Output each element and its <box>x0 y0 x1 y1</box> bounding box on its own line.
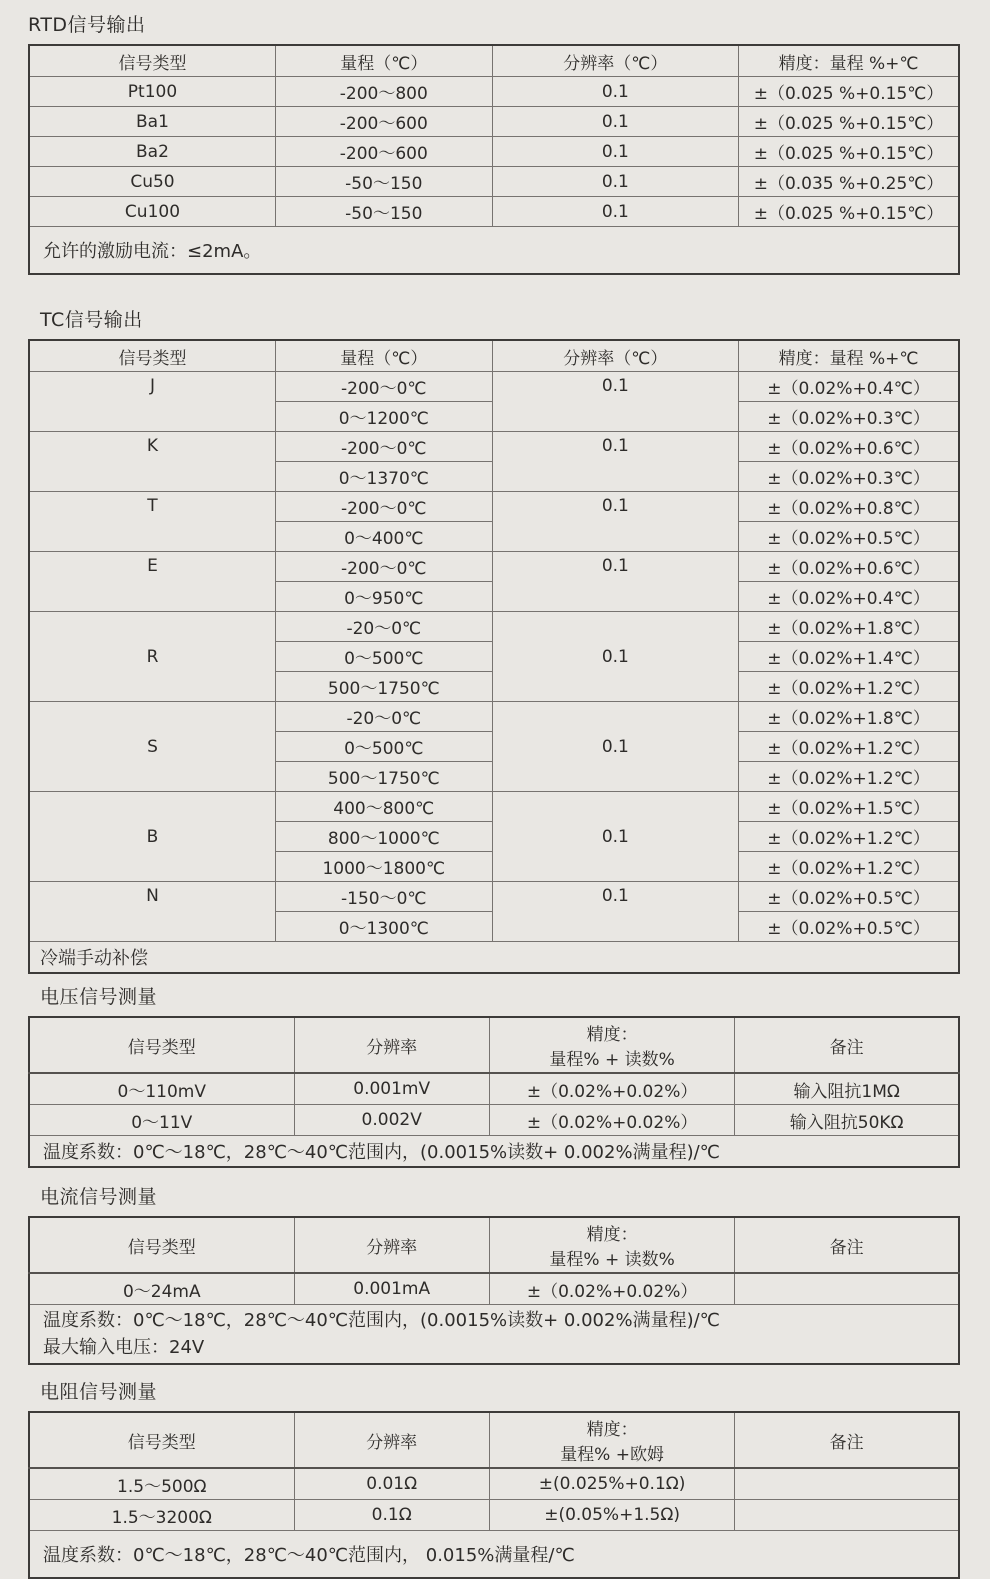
table-row <box>29 1073 959 1105</box>
table-row <box>29 432 959 462</box>
cell-range: -200～0℃ <box>275 492 492 522</box>
cell-accuracy: ±（0.02%+1.2℃） <box>739 822 959 852</box>
voltage-table <box>28 1016 960 1168</box>
header-signal-type: 信号类型 <box>29 1017 294 1073</box>
cell-accuracy: ±(0.025%+0.1Ω) <box>489 1468 735 1500</box>
table-row <box>29 792 959 822</box>
cell-resolution: 0.1 <box>492 197 738 227</box>
cell-signal-type: Ba2 <box>29 137 275 167</box>
tc-table <box>28 339 960 974</box>
cell-accuracy: ±（0.02%+0.6℃） <box>739 552 959 582</box>
tc-section <box>0 305 990 974</box>
header-range: 量程（℃） <box>275 45 492 77</box>
table-row <box>29 702 959 732</box>
cell-accuracy: ±（0.02%+1.4℃） <box>739 642 959 672</box>
cell-signal-type: 0～11V <box>29 1105 294 1136</box>
cell-signal-type: Cu50 <box>29 167 275 197</box>
header-accuracy-line2: 量程% + 读数% <box>549 1050 675 1070</box>
cell-resolution: 0.1 <box>492 792 738 882</box>
cell-range: 1000～1800℃ <box>275 852 492 882</box>
cell-accuracy: ±（0.02%+0.4℃） <box>739 372 959 402</box>
cell-range: 0～400℃ <box>275 522 492 552</box>
cell-range: -150～0℃ <box>275 882 492 912</box>
cell-signal-type: 0～24mA <box>29 1273 294 1305</box>
header-accuracy-line2: 量程% +欧姆 <box>560 1445 664 1465</box>
cell-signal-type: 0～110mV <box>29 1073 294 1105</box>
cell-resolution: 0.001mV <box>294 1073 489 1105</box>
cell-resolution: 0.1 <box>492 702 738 792</box>
header-accuracy <box>489 1017 735 1073</box>
cell-accuracy: ±（0.02%+0.3℃） <box>739 462 959 492</box>
voltage-section <box>0 982 990 1168</box>
resistance-section <box>0 1377 990 1579</box>
table-row <box>29 1273 959 1305</box>
cell-resolution: 0.1 <box>492 432 738 492</box>
cell-note: 输入阻抗50KΩ <box>735 1105 959 1136</box>
table-row <box>29 137 959 167</box>
current-section-title: 电流信号测量 <box>40 1186 158 1208</box>
cell-range: -20～0℃ <box>275 702 492 732</box>
header-accuracy <box>489 1412 735 1468</box>
cell-signal-type: Ba1 <box>29 107 275 137</box>
tc-header-row <box>29 340 959 372</box>
cell-resolution: 0.01Ω <box>294 1468 489 1500</box>
header-accuracy-line1: 精度： <box>586 1225 638 1245</box>
cell-accuracy: ±（0.02%+0.5℃） <box>739 882 959 912</box>
cell-accuracy: ±（0.025 %+0.15℃） <box>739 107 959 137</box>
cell-resolution: 0.1Ω <box>294 1500 489 1531</box>
cell-range: -200～0℃ <box>275 552 492 582</box>
tc-footer-note: 冷端手动补偿 <box>29 942 959 974</box>
cell-accuracy: ±（0.02%+0.8℃） <box>739 492 959 522</box>
cell-signal-type: Pt100 <box>29 77 275 107</box>
cell-signal-type: S <box>29 702 275 792</box>
header-range: 量程（℃） <box>275 340 492 372</box>
cell-resolution: 0.1 <box>492 77 738 107</box>
table-row <box>29 107 959 137</box>
cell-signal-type: J <box>29 372 275 432</box>
header-resolution: 分辨率（℃） <box>492 340 738 372</box>
table-row <box>29 167 959 197</box>
cell-signal-type: N <box>29 882 275 942</box>
header-signal-type: 信号类型 <box>29 340 275 372</box>
cell-range: -50～150 <box>275 167 492 197</box>
cell-resolution: 0.1 <box>492 167 738 197</box>
header-signal-type: 信号类型 <box>29 1412 294 1468</box>
table-row <box>29 197 959 227</box>
voltage-header-row <box>29 1017 959 1073</box>
cell-resolution: 0.002V <box>294 1105 489 1136</box>
header-accuracy-line1: 精度： <box>586 1420 638 1440</box>
table-row <box>29 612 959 642</box>
rtd-section <box>0 10 990 275</box>
cell-range: 500～1750℃ <box>275 762 492 792</box>
header-note: 备注 <box>735 1017 959 1073</box>
cell-note <box>735 1273 959 1305</box>
cell-range: 0～1370℃ <box>275 462 492 492</box>
current-footer-row <box>29 1305 959 1365</box>
rtd-footer-note: 允许的激励电流：≤2mA。 <box>29 227 959 275</box>
cell-signal-type: K <box>29 432 275 492</box>
header-accuracy: 精度：量程 %+℃ <box>739 340 959 372</box>
rtd-footer-row <box>29 227 959 275</box>
header-resolution: 分辨率 <box>294 1412 489 1468</box>
current-header-row <box>29 1217 959 1273</box>
header-signal-type: 信号类型 <box>29 1217 294 1273</box>
table-row <box>29 372 959 402</box>
cell-accuracy: ±（0.02%+1.8℃） <box>739 612 959 642</box>
rtd-section-title: RTD信号输出 <box>28 14 146 36</box>
cell-range: -200～0℃ <box>275 372 492 402</box>
cell-accuracy: ±（0.025 %+0.15℃） <box>739 77 959 107</box>
tc-section-title: TC信号输出 <box>40 309 143 331</box>
header-accuracy-line1: 精度： <box>586 1025 638 1045</box>
cell-resolution: 0.1 <box>492 882 738 942</box>
current-table <box>28 1216 960 1365</box>
cell-accuracy: ±(0.05%+1.5Ω) <box>489 1500 735 1531</box>
cell-range: -200～600 <box>275 137 492 167</box>
current-section <box>0 1182 990 1365</box>
rtd-table <box>28 44 960 275</box>
cell-resolution: 0.1 <box>492 492 738 552</box>
table-row <box>29 882 959 912</box>
voltage-footer-note: 温度系数：0℃～18℃，28℃～40℃范围内，(0.0015%读数+ 0.002%满量程)/℃ <box>29 1136 959 1168</box>
table-row <box>29 77 959 107</box>
header-accuracy: 精度：量程 %+℃ <box>739 45 959 77</box>
cell-note: 输入阻抗1MΩ <box>735 1073 959 1105</box>
cell-signal-type: E <box>29 552 275 612</box>
table-row <box>29 1500 959 1531</box>
cell-resolution: 0.001mA <box>294 1273 489 1305</box>
cell-range: 800～1000℃ <box>275 822 492 852</box>
resistance-header-row <box>29 1412 959 1468</box>
cell-accuracy: ±（0.02%+1.2℃） <box>739 762 959 792</box>
cell-signal-type: B <box>29 792 275 882</box>
cell-accuracy: ±（0.02%+1.2℃） <box>739 732 959 762</box>
cell-range: -200～600 <box>275 107 492 137</box>
cell-range: -200～0℃ <box>275 432 492 462</box>
header-accuracy <box>489 1217 735 1273</box>
table-row <box>29 1105 959 1136</box>
current-footer-note <box>29 1305 959 1365</box>
resistance-section-title: 电阻信号测量 <box>40 1381 158 1403</box>
cell-accuracy: ±（0.02%+0.02%） <box>489 1105 735 1136</box>
cell-accuracy: ±（0.035 %+0.25℃） <box>739 167 959 197</box>
cell-signal-type: T <box>29 492 275 552</box>
header-resolution: 分辨率（℃） <box>492 45 738 77</box>
cell-range: 0～1200℃ <box>275 402 492 432</box>
cell-resolution: 0.1 <box>492 107 738 137</box>
cell-resolution: 0.1 <box>492 612 738 702</box>
cell-accuracy: ±（0.02%+1.5℃） <box>739 792 959 822</box>
cell-signal-type: 1.5～500Ω <box>29 1468 294 1500</box>
cell-resolution: 0.1 <box>492 137 738 167</box>
tc-footer-row <box>29 942 959 974</box>
current-footer-line1: 温度系数：0℃～18℃，28℃～40℃范围内，(0.0015%读数+ 0.002%满量程)/℃ <box>43 1310 720 1331</box>
cell-range: -20～0℃ <box>275 612 492 642</box>
cell-range: -200～800 <box>275 77 492 107</box>
resistance-footer-row <box>29 1531 959 1579</box>
cell-accuracy: ±（0.02%+0.6℃） <box>739 432 959 462</box>
cell-accuracy: ±（0.02%+1.2℃） <box>739 672 959 702</box>
resistance-footer-note: 温度系数：0℃～18℃，28℃～40℃范围内， 0.015%满量程/℃ <box>29 1531 959 1579</box>
cell-accuracy: ±（0.025 %+0.15℃） <box>739 137 959 167</box>
cell-signal-type: Cu100 <box>29 197 275 227</box>
cell-accuracy: ±（0.02%+0.5℃） <box>739 522 959 552</box>
cell-range: 400～800℃ <box>275 792 492 822</box>
cell-range: 0～1300℃ <box>275 912 492 942</box>
header-resolution: 分辨率 <box>294 1217 489 1273</box>
cell-note <box>735 1468 959 1500</box>
cell-range: 0～950℃ <box>275 582 492 612</box>
table-row <box>29 492 959 522</box>
cell-note <box>735 1500 959 1531</box>
resistance-table <box>28 1411 960 1579</box>
header-note: 备注 <box>735 1217 959 1273</box>
cell-resolution: 0.1 <box>492 372 738 432</box>
cell-accuracy: ±（0.02%+0.5℃） <box>739 912 959 942</box>
cell-signal-type: R <box>29 612 275 702</box>
current-footer-line2: 最大输入电压：24V <box>43 1337 205 1358</box>
cell-accuracy: ±（0.02%+0.02%） <box>489 1073 735 1105</box>
cell-accuracy: ±（0.02%+1.8℃） <box>739 702 959 732</box>
cell-range: 500～1750℃ <box>275 672 492 702</box>
voltage-footer-row <box>29 1136 959 1168</box>
rtd-header-row <box>29 45 959 77</box>
cell-signal-type: 1.5～3200Ω <box>29 1500 294 1531</box>
voltage-section-title: 电压信号测量 <box>40 986 158 1008</box>
cell-accuracy: ±（0.02%+0.4℃） <box>739 582 959 612</box>
header-signal-type: 信号类型 <box>29 45 275 77</box>
cell-accuracy: ±（0.025 %+0.15℃） <box>739 197 959 227</box>
cell-resolution: 0.1 <box>492 552 738 612</box>
cell-accuracy: ±（0.02%+0.02%） <box>489 1273 735 1305</box>
cell-range: 0～500℃ <box>275 642 492 672</box>
table-row <box>29 552 959 582</box>
header-resolution: 分辨率 <box>294 1017 489 1073</box>
table-row <box>29 1468 959 1500</box>
cell-accuracy: ±（0.02%+0.3℃） <box>739 402 959 432</box>
header-note: 备注 <box>735 1412 959 1468</box>
header-accuracy-line2: 量程% + 读数% <box>549 1250 675 1270</box>
cell-range: -50～150 <box>275 197 492 227</box>
cell-accuracy: ±（0.02%+1.2℃） <box>739 852 959 882</box>
cell-range: 0～500℃ <box>275 732 492 762</box>
